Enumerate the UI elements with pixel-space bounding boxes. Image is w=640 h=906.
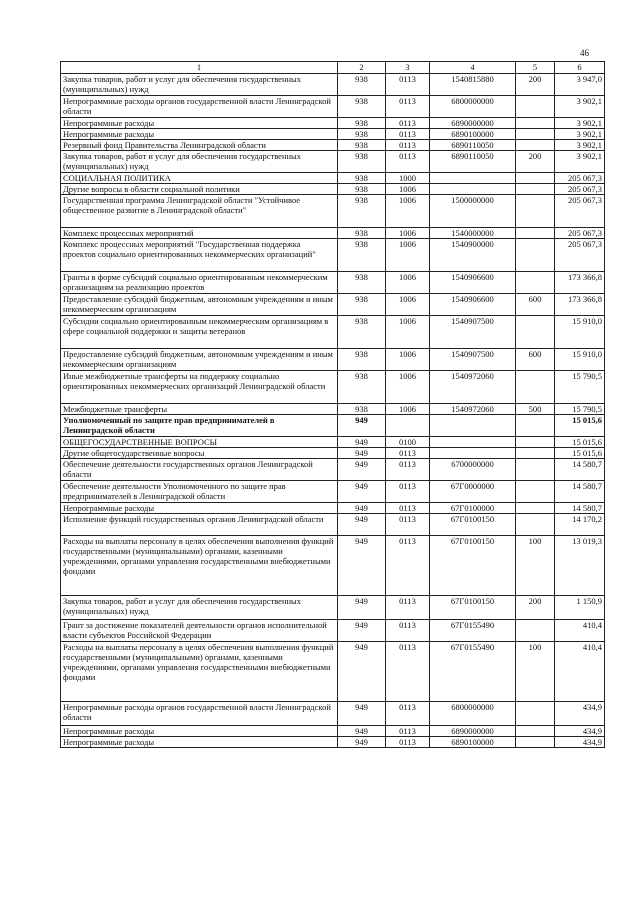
cell-name: Закупка товаров, работ и услуг для обеспечения государственных (муниципальных) нужд <box>61 596 338 620</box>
cell-razdel: 0100 <box>386 437 430 448</box>
table-row <box>61 726 605 737</box>
cell-csr: 67Г0000000 <box>430 481 516 503</box>
table-row <box>61 294 605 316</box>
cell-razdel: 0113 <box>386 514 430 536</box>
cell-vr <box>516 415 555 437</box>
cell-vr <box>516 129 555 140</box>
cell-name: Непрограммные расходы <box>61 726 338 737</box>
cell-razdel: 0113 <box>386 642 430 702</box>
cell-csr: 1540000000 <box>430 228 516 239</box>
cell-csr <box>430 173 516 184</box>
cell-csr: 6890100000 <box>430 737 516 748</box>
cell-ved: 938 <box>338 195 386 228</box>
cell-name: Уполномоченный по защите прав предпринимателей в Ленинградской области <box>61 415 338 437</box>
cell-ved: 949 <box>338 642 386 702</box>
cell-name: Исполнение функций государственных органов Ленинградской области <box>61 514 338 536</box>
cell-ved: 938 <box>338 140 386 151</box>
cell-csr: 1540906600 <box>430 294 516 316</box>
cell-sum: 205 067,3 <box>555 173 605 184</box>
table-row <box>61 536 605 596</box>
table-row <box>61 173 605 184</box>
cell-sum: 14 580,7 <box>555 503 605 514</box>
cell-ved: 938 <box>338 173 386 184</box>
cell-razdel: 1000 <box>386 173 430 184</box>
cell-sum: 14 580,7 <box>555 481 605 503</box>
cell-vr <box>516 140 555 151</box>
cell-name: Иные межбюджетные трансферты на поддержку социально ориентированных некоммерческих организаций Ленинградской области <box>61 371 338 404</box>
table-row <box>61 514 605 536</box>
table-row <box>61 118 605 129</box>
cell-vr: 600 <box>516 294 555 316</box>
table-row <box>61 151 605 173</box>
cell-ved: 938 <box>338 151 386 173</box>
cell-sum: 15 910,0 <box>555 316 605 349</box>
cell-vr <box>516 620 555 642</box>
cell-ved: 949 <box>338 481 386 503</box>
cell-sum: 14 580,7 <box>555 459 605 481</box>
cell-ved: 949 <box>338 503 386 514</box>
cell-name: Другие общегосударственные вопросы <box>61 448 338 459</box>
page-number: 46 <box>580 48 589 58</box>
cell-name: Закупка товаров, работ и услуг для обеспечения государственных (муниципальных) нужд <box>61 74 338 96</box>
cell-csr: 67Г0100150 <box>430 514 516 536</box>
cell-ved: 938 <box>338 129 386 140</box>
table-row <box>61 415 605 437</box>
cell-sum: 3 902,1 <box>555 96 605 118</box>
cell-csr: 6890000000 <box>430 726 516 737</box>
cell-sum: 173 366,8 <box>555 294 605 316</box>
cell-csr: 1540815880 <box>430 74 516 96</box>
table-row <box>61 74 605 96</box>
cell-ved: 949 <box>338 726 386 737</box>
cell-sum: 15 015,6 <box>555 448 605 459</box>
table-row <box>61 228 605 239</box>
cell-name: Непрограммные расходы <box>61 129 338 140</box>
cell-csr: 6890110050 <box>430 140 516 151</box>
cell-vr <box>516 173 555 184</box>
table-row <box>61 349 605 371</box>
cell-razdel: 0113 <box>386 74 430 96</box>
cell-csr: 67Г0100150 <box>430 596 516 620</box>
cell-vr <box>516 371 555 404</box>
cell-sum: 410,4 <box>555 620 605 642</box>
cell-ved: 938 <box>338 96 386 118</box>
cell-ved: 949 <box>338 437 386 448</box>
cell-sum: 3 902,1 <box>555 118 605 129</box>
cell-ved: 938 <box>338 239 386 272</box>
cell-name: Непрограммные расходы <box>61 737 338 748</box>
header-name: 1 <box>61 62 338 74</box>
cell-vr <box>516 96 555 118</box>
cell-sum: 410,4 <box>555 642 605 702</box>
cell-sum: 15 015,6 <box>555 415 605 437</box>
cell-sum: 15 910,0 <box>555 349 605 371</box>
cell-razdel: 1006 <box>386 239 430 272</box>
cell-sum: 3 947,0 <box>555 74 605 96</box>
cell-csr: 1540972060 <box>430 404 516 415</box>
cell-sum: 1 150,9 <box>555 596 605 620</box>
cell-name: Другие вопросы в области социальной политики <box>61 184 338 195</box>
cell-name: Непрограммные расходы <box>61 118 338 129</box>
cell-ved: 949 <box>338 514 386 536</box>
table-row <box>61 620 605 642</box>
cell-vr <box>516 726 555 737</box>
cell-name: СОЦИАЛЬНАЯ ПОЛИТИКА <box>61 173 338 184</box>
cell-ved: 949 <box>338 620 386 642</box>
cell-vr: 100 <box>516 536 555 596</box>
cell-razdel: 0113 <box>386 726 430 737</box>
cell-vr: 200 <box>516 596 555 620</box>
cell-ved: 938 <box>338 316 386 349</box>
cell-razdel: 1006 <box>386 371 430 404</box>
cell-name: ОБЩЕГОСУДАРСТВЕННЫЕ ВОПРОСЫ <box>61 437 338 448</box>
cell-razdel: 0113 <box>386 459 430 481</box>
cell-razdel: 1006 <box>386 316 430 349</box>
table-row <box>61 371 605 404</box>
cell-razdel: 0113 <box>386 151 430 173</box>
cell-razdel: 1006 <box>386 349 430 371</box>
cell-ved: 938 <box>338 184 386 195</box>
cell-vr: 200 <box>516 151 555 173</box>
table-row <box>61 596 605 620</box>
header-ved: 2 <box>338 62 386 74</box>
cell-sum: 15 790,5 <box>555 371 605 404</box>
header-csr: 4 <box>430 62 516 74</box>
cell-ved: 938 <box>338 371 386 404</box>
cell-name: Комплекс процессных мероприятий "Государственная поддержка проектов социально ориентированных некоммерческих организаций" <box>61 239 338 272</box>
cell-csr: 1500000000 <box>430 195 516 228</box>
cell-vr <box>516 481 555 503</box>
cell-sum: 434,9 <box>555 726 605 737</box>
table-row <box>61 702 605 726</box>
cell-razdel: 0113 <box>386 140 430 151</box>
cell-razdel: 1006 <box>386 228 430 239</box>
table-row <box>61 184 605 195</box>
cell-csr: 1540972060 <box>430 371 516 404</box>
cell-razdel <box>386 415 430 437</box>
cell-ved: 949 <box>338 459 386 481</box>
cell-ved: 938 <box>338 272 386 294</box>
table-row <box>61 140 605 151</box>
cell-name: Закупка товаров, работ и услуг для обеспечения государственных (муниципальных) нужд <box>61 151 338 173</box>
cell-name: Предоставление субсидий бюджетным, автономным учреждениям и иным некоммерческим организациям <box>61 349 338 371</box>
cell-vr <box>516 514 555 536</box>
cell-vr <box>516 195 555 228</box>
cell-sum: 173 366,8 <box>555 272 605 294</box>
cell-name: Резервный фонд Правительства Ленинградской области <box>61 140 338 151</box>
table-row <box>61 129 605 140</box>
cell-razdel: 1006 <box>386 404 430 415</box>
cell-vr <box>516 272 555 294</box>
cell-name: Расходы на выплаты персоналу в целях обеспечения выполнения функций государственными (муниципальными) органами, казенными учреждениями, органами управления государственными внебюджетными фондами <box>61 536 338 596</box>
cell-name: Комплекс процессных мероприятий <box>61 228 338 239</box>
cell-sum: 205 067,3 <box>555 239 605 272</box>
cell-razdel: 1006 <box>386 272 430 294</box>
cell-razdel: 0113 <box>386 118 430 129</box>
cell-csr: 67Г0155490 <box>430 620 516 642</box>
cell-razdel: 0113 <box>386 96 430 118</box>
cell-sum: 14 170,2 <box>555 514 605 536</box>
cell-sum: 3 902,1 <box>555 129 605 140</box>
table-row <box>61 448 605 459</box>
cell-ved: 949 <box>338 737 386 748</box>
cell-razdel: 0113 <box>386 481 430 503</box>
table-row <box>61 96 605 118</box>
cell-name: Межбюджетные трансферты <box>61 404 338 415</box>
cell-vr <box>516 737 555 748</box>
cell-ved: 949 <box>338 536 386 596</box>
cell-name: Непрограммные расходы <box>61 503 338 514</box>
cell-vr: 600 <box>516 349 555 371</box>
cell-csr <box>430 437 516 448</box>
cell-csr: 6800000000 <box>430 96 516 118</box>
cell-razdel: 1006 <box>386 184 430 195</box>
cell-csr: 6700000000 <box>430 459 516 481</box>
cell-csr: 1540907500 <box>430 349 516 371</box>
cell-csr: 1540900000 <box>430 239 516 272</box>
cell-csr <box>430 415 516 437</box>
cell-razdel: 0113 <box>386 536 430 596</box>
cell-csr: 6890100000 <box>430 129 516 140</box>
cell-razdel: 0113 <box>386 620 430 642</box>
table-row <box>61 437 605 448</box>
table-row <box>61 239 605 272</box>
cell-name: Предоставление субсидий бюджетным, автономным учреждениям и иным некоммерческим организациям <box>61 294 338 316</box>
cell-vr: 500 <box>516 404 555 415</box>
cell-ved: 938 <box>338 228 386 239</box>
cell-csr: 67Г0155490 <box>430 642 516 702</box>
cell-csr: 67Г0100000 <box>430 503 516 514</box>
cell-name: Непрограммные расходы органов государственной власти Ленинградской области <box>61 96 338 118</box>
cell-razdel: 0113 <box>386 737 430 748</box>
budget-table <box>60 61 605 748</box>
header-sum: 6 <box>555 62 605 74</box>
header-vr: 5 <box>516 62 555 74</box>
table-row <box>61 503 605 514</box>
cell-name: Государственная программа Ленинградской области "Устойчивое общественное развитие в Ленинградской области" <box>61 195 338 228</box>
cell-sum: 3 902,1 <box>555 140 605 151</box>
cell-ved: 938 <box>338 294 386 316</box>
cell-csr: 67Г0100150 <box>430 536 516 596</box>
table-row <box>61 459 605 481</box>
cell-ved: 949 <box>338 596 386 620</box>
cell-name: Гранты в форме субсидий социально ориентированным некоммерческим организациям на реализацию проектов <box>61 272 338 294</box>
cell-razdel: 1006 <box>386 294 430 316</box>
cell-razdel: 0113 <box>386 596 430 620</box>
cell-name: Обеспечение деятельности государственных органов Ленинградской области <box>61 459 338 481</box>
cell-csr: 6890110050 <box>430 151 516 173</box>
cell-vr <box>516 459 555 481</box>
table-row <box>61 195 605 228</box>
cell-vr <box>516 316 555 349</box>
table-row <box>61 481 605 503</box>
cell-sum: 434,9 <box>555 702 605 726</box>
cell-name: Субсидии социально ориентированным некоммерческим организациям в сфере социальной поддержки и защиты ветеранов <box>61 316 338 349</box>
cell-name: Непрограммные расходы органов государственной власти Ленинградской области <box>61 702 338 726</box>
cell-csr <box>430 448 516 459</box>
cell-csr: 1540906600 <box>430 272 516 294</box>
cell-vr: 100 <box>516 642 555 702</box>
cell-name: Расходы на выплаты персоналу в целях обеспечения выполнения функций государственными (муниципальными) органами, казенными учреждениями, органами управления государственными внебюджетными фондами <box>61 642 338 702</box>
table-row <box>61 404 605 415</box>
table-header-row <box>61 62 605 74</box>
cell-vr <box>516 437 555 448</box>
table-row <box>61 272 605 294</box>
cell-razdel: 0113 <box>386 702 430 726</box>
cell-csr: 6890000000 <box>430 118 516 129</box>
cell-sum: 205 067,3 <box>555 195 605 228</box>
cell-ved: 938 <box>338 74 386 96</box>
cell-razdel: 0113 <box>386 129 430 140</box>
cell-sum: 434,9 <box>555 737 605 748</box>
cell-razdel: 0113 <box>386 503 430 514</box>
cell-sum: 3 902,1 <box>555 151 605 173</box>
cell-sum: 15 790,5 <box>555 404 605 415</box>
cell-ved: 949 <box>338 415 386 437</box>
cell-vr <box>516 702 555 726</box>
cell-sum: 13 019,3 <box>555 536 605 596</box>
cell-name: Грант за достижение показателей деятельности органов исполнительной власти субъектов Российской Федерации <box>61 620 338 642</box>
cell-ved: 938 <box>338 349 386 371</box>
cell-vr <box>516 118 555 129</box>
cell-csr <box>430 184 516 195</box>
cell-vr: 200 <box>516 74 555 96</box>
cell-razdel: 0113 <box>386 448 430 459</box>
cell-sum: 205 067,3 <box>555 184 605 195</box>
cell-vr <box>516 503 555 514</box>
table-row <box>61 316 605 349</box>
cell-ved: 949 <box>338 702 386 726</box>
header-razdel: 3 <box>386 62 430 74</box>
cell-ved: 949 <box>338 448 386 459</box>
cell-sum: 15 015,6 <box>555 437 605 448</box>
cell-vr <box>516 228 555 239</box>
cell-csr: 1540907500 <box>430 316 516 349</box>
cell-ved: 938 <box>338 404 386 415</box>
cell-vr <box>516 448 555 459</box>
cell-vr <box>516 239 555 272</box>
cell-razdel: 1006 <box>386 195 430 228</box>
cell-name: Обеспечение деятельности Уполномоченного по защите прав предпринимателей в Ленинградской области <box>61 481 338 503</box>
table-row <box>61 737 605 748</box>
cell-sum: 205 067,3 <box>555 228 605 239</box>
table-row <box>61 642 605 702</box>
cell-vr <box>516 184 555 195</box>
cell-csr: 6800000000 <box>430 702 516 726</box>
cell-ved: 938 <box>338 118 386 129</box>
